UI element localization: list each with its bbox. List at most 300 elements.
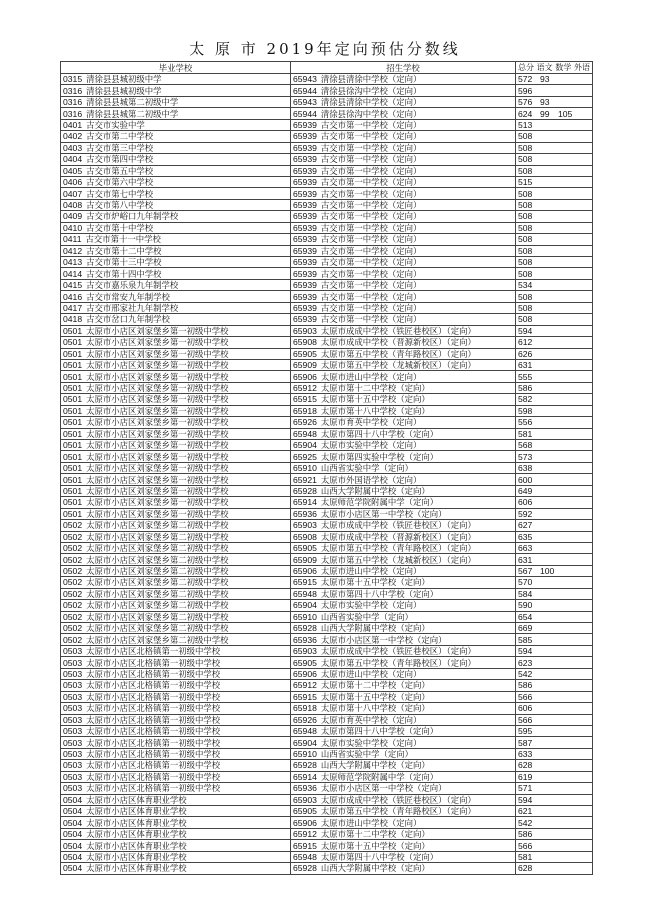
enrollment-school-name: 山西省实验中学（定向） [320, 749, 414, 760]
enrollment-school-cell [291, 428, 516, 439]
graduation-school-cell [61, 485, 291, 496]
enrollment-school-name: 太原市第十五中学校（定向） [320, 840, 430, 851]
enrollment-school-code: 65915 [293, 394, 317, 405]
scores-cell [516, 314, 593, 325]
graduation-school-name: 太原市小店区刘家堡乡第二初级中学校 [86, 588, 229, 599]
graduation-school-name: 太原市小店区北格镇第一初级中学校 [86, 760, 221, 771]
graduation-school-cell [61, 794, 291, 805]
scores-cell [516, 462, 593, 473]
graduation-school-name: 清徐县县城第二初级中学 [86, 97, 179, 108]
scores-cell [516, 542, 593, 553]
graduation-school-code: 0316 [63, 85, 83, 96]
score-table [60, 61, 593, 875]
enrollment-school-code: 65928 [293, 485, 317, 496]
graduation-school-cell [61, 554, 291, 565]
graduation-school-name: 太原市小店区刘家堡乡第二初级中学校 [86, 554, 229, 565]
enrollment-school-code: 65906 [293, 668, 317, 679]
table-row [61, 668, 593, 679]
enrollment-school-name: 太原市第十八中学校（定向） [320, 405, 430, 416]
enrollment-school-cell [291, 154, 516, 165]
total-score: 567 [518, 566, 533, 577]
table-row [61, 142, 593, 153]
table-row [61, 794, 593, 805]
total-score: 508 [518, 291, 533, 302]
chinese-score: 93 [540, 74, 550, 85]
graduation-school-code: 0502 [63, 588, 83, 599]
table-row [61, 428, 593, 439]
graduation-school-cell [61, 291, 291, 302]
total-score: 585 [518, 634, 533, 645]
enrollment-school-code: 65928 [293, 760, 317, 771]
table-row [61, 405, 593, 416]
enrollment-school-cell [291, 817, 516, 828]
total-score: 581 [518, 428, 533, 439]
table-row [61, 783, 593, 794]
total-score: 508 [518, 257, 533, 268]
scores-cell [516, 337, 593, 348]
table-row [61, 531, 593, 542]
scores-cell [516, 74, 593, 85]
enrollment-school-code: 65939 [293, 245, 317, 256]
total-score: 633 [518, 749, 533, 760]
scores-cell [516, 600, 593, 611]
enrollment-school-code: 65936 [293, 508, 317, 519]
graduation-school-cell [61, 142, 291, 153]
enrollment-school-name: 古交市第一中学校（定向） [320, 119, 422, 130]
total-score: 623 [518, 657, 533, 668]
enrollment-school-name: 太原师范学院附属中学（定向） [320, 771, 439, 782]
graduation-school-name: 太原市小店区刘家堡乡第一初级中学校 [86, 325, 229, 336]
enrollment-school-cell [291, 119, 516, 130]
enrollment-school-name: 清徐县清徐中学校（定向） [320, 74, 422, 85]
enrollment-school-cell [291, 737, 516, 748]
enrollment-school-code: 65909 [293, 554, 317, 565]
graduation-school-code: 0501 [63, 337, 83, 348]
total-score: 628 [518, 863, 533, 874]
graduation-school-cell [61, 851, 291, 862]
table-row [61, 85, 593, 96]
enrollment-school-code: 65939 [293, 154, 317, 165]
graduation-school-cell [61, 108, 291, 119]
enrollment-school-name: 太原市第十五中学校（定向） [320, 394, 430, 405]
graduation-school-code: 0502 [63, 531, 83, 542]
enrollment-school-cell [291, 291, 516, 302]
enrollment-school-cell [291, 474, 516, 485]
total-score: 508 [518, 131, 533, 142]
graduation-school-name: 太原市小店区北格镇第一初级中学校 [86, 680, 221, 691]
enrollment-school-cell [291, 96, 516, 107]
graduation-school-code: 0410 [63, 222, 83, 233]
enrollment-school-cell [291, 840, 516, 851]
graduation-school-code: 0502 [63, 566, 83, 577]
graduation-school-name: 清徐县县城第二初级中学 [86, 108, 179, 119]
scores-cell [516, 85, 593, 96]
scores-cell [516, 382, 593, 393]
enrollment-school-cell [291, 142, 516, 153]
enrollment-school-name: 太原市第五中学校（龙城新校区）（定向） [320, 360, 476, 371]
enrollment-school-code: 65915 [293, 577, 317, 588]
enrollment-school-code: 65939 [293, 291, 317, 302]
table-row [61, 497, 593, 508]
graduation-school-name: 太原市小店区北格镇第一初级中学校 [86, 726, 221, 737]
scores-cell [516, 291, 593, 302]
graduation-school-cell [61, 623, 291, 634]
total-score: 606 [518, 497, 533, 508]
graduation-school-name: 太原市小店区刘家堡乡第二初级中学校 [86, 566, 229, 577]
graduation-school-name: 太原市小店区刘家堡乡第二初级中学校 [86, 577, 229, 588]
enrollment-school-name: 太原市第四实验中学校（定向） [320, 451, 439, 462]
enrollment-school-cell [291, 760, 516, 771]
enrollment-school-code: 65939 [293, 131, 317, 142]
graduation-school-cell [61, 588, 291, 599]
enrollment-school-code: 65909 [293, 360, 317, 371]
chinese-score: 99 [540, 108, 550, 119]
enrollment-school-cell [291, 520, 516, 531]
table-row [61, 485, 593, 496]
header-graduation-school: 毕业学校 [61, 62, 291, 74]
graduation-school-code: 0501 [63, 383, 83, 394]
enrollment-school-code: 65903 [293, 646, 317, 657]
graduation-school-code: 0501 [63, 360, 83, 371]
graduation-school-code: 0504 [63, 829, 83, 840]
graduation-school-code: 0502 [63, 634, 83, 645]
graduation-school-cell [61, 359, 291, 370]
total-score: 586 [518, 383, 533, 394]
enrollment-school-code: 65905 [293, 806, 317, 817]
graduation-school-name: 古交市第六中学校 [86, 177, 154, 188]
chinese-score: 93 [540, 97, 550, 108]
scores-cell [516, 257, 593, 268]
graduation-school-name: 古交市嘉乐泉九年制学校 [86, 280, 179, 291]
graduation-school-code: 0504 [63, 817, 83, 828]
graduation-school-cell [61, 680, 291, 691]
graduation-school-code: 0503 [63, 657, 83, 668]
enrollment-school-name: 太原市育英中学校（定向） [320, 417, 422, 428]
enrollment-school-name: 清徐县徐沟中学校（定向） [320, 85, 422, 96]
table-row [61, 725, 593, 736]
graduation-school-name: 古交市炉峪口九年制学校 [86, 211, 179, 222]
enrollment-school-code: 65904 [293, 737, 317, 748]
table-row [61, 451, 593, 462]
graduation-school-code: 0412 [63, 245, 83, 256]
graduation-school-cell [61, 725, 291, 736]
enrollment-school-cell [291, 245, 516, 256]
graduation-school-code: 0503 [63, 691, 83, 702]
graduation-school-code: 0408 [63, 200, 83, 211]
graduation-school-name: 清徐县县城初级中学 [86, 74, 162, 85]
scores-cell [516, 863, 593, 874]
enrollment-school-cell [291, 703, 516, 714]
enrollment-school-cell [291, 783, 516, 794]
enrollment-school-code: 65944 [293, 108, 317, 119]
graduation-school-name: 古交市岔口九年制学校 [86, 314, 170, 325]
enrollment-school-cell [291, 645, 516, 656]
enrollment-school-cell [291, 508, 516, 519]
enrollment-school-cell [291, 405, 516, 416]
table-row [61, 623, 593, 634]
graduation-school-code: 0501 [63, 417, 83, 428]
table-row [61, 119, 593, 130]
enrollment-school-cell [291, 85, 516, 96]
graduation-school-code: 0504 [63, 840, 83, 851]
enrollment-school-name: 太原市实验中学校（定向） [320, 737, 422, 748]
enrollment-school-cell [291, 440, 516, 451]
total-score: 508 [518, 268, 533, 279]
scores-cell [516, 783, 593, 794]
total-score: 598 [518, 405, 533, 416]
scores-cell [516, 405, 593, 416]
enrollment-school-code: 65948 [293, 851, 317, 862]
enrollment-school-name: 山西大学附属中学校（定向） [320, 863, 430, 874]
enrollment-school-code: 65939 [293, 211, 317, 222]
table-row [61, 600, 593, 611]
graduation-school-cell [61, 440, 291, 451]
enrollment-school-cell [291, 348, 516, 359]
total-score: 508 [518, 211, 533, 222]
enrollment-school-name: 古交市第一中学校（定向） [320, 142, 422, 153]
enrollment-school-name: 太原市第十八中学校（定向） [320, 703, 430, 714]
table-row [61, 199, 593, 210]
graduation-school-code: 0403 [63, 142, 83, 153]
enrollment-school-cell [291, 554, 516, 565]
graduation-school-cell [61, 634, 291, 645]
enrollment-school-name: 太原市第五中学校（青年路校区）（定向） [320, 348, 476, 359]
graduation-school-cell [61, 497, 291, 508]
enrollment-school-cell [291, 314, 516, 325]
scores-cell [516, 188, 593, 199]
enrollment-school-cell [291, 565, 516, 576]
table-row [61, 714, 593, 725]
graduation-school-cell [61, 760, 291, 771]
header-foreign-language: 外语 [574, 63, 591, 72]
scores-cell [516, 691, 593, 702]
enrollment-school-code: 65915 [293, 691, 317, 702]
graduation-school-cell [61, 840, 291, 851]
enrollment-school-name: 古交市第一中学校（定向） [320, 268, 422, 279]
graduation-school-code: 0501 [63, 463, 83, 474]
graduation-school-cell [61, 234, 291, 245]
enrollment-school-name: 太原市进山中学校（定向） [320, 566, 422, 577]
enrollment-school-code: 65905 [293, 348, 317, 359]
graduation-school-cell [61, 279, 291, 290]
graduation-school-cell [61, 222, 291, 233]
graduation-school-name: 太原市小店区刘家堡乡第二初级中学校 [86, 543, 229, 554]
scores-cell [516, 577, 593, 588]
enrollment-school-name: 古交市第一中学校（定向） [320, 314, 422, 325]
total-score: 508 [518, 314, 533, 325]
graduation-school-code: 0501 [63, 497, 83, 508]
total-score: 508 [518, 302, 533, 313]
graduation-school-code: 0418 [63, 314, 83, 325]
enrollment-school-cell [291, 634, 516, 645]
total-score: 594 [518, 325, 533, 336]
scores-cell [516, 268, 593, 279]
enrollment-school-name: 太原市第五中学校（青年路校区）（定向） [320, 543, 476, 554]
total-score: 508 [518, 165, 533, 176]
total-score: 508 [518, 154, 533, 165]
total-score: 573 [518, 451, 533, 462]
graduation-school-cell [61, 371, 291, 382]
total-score: 590 [518, 600, 533, 611]
enrollment-school-code: 65905 [293, 543, 317, 554]
graduation-school-code: 0501 [63, 474, 83, 485]
scores-cell [516, 737, 593, 748]
scores-cell [516, 828, 593, 839]
enrollment-school-cell [291, 257, 516, 268]
graduation-school-name: 古交市第二中学校 [86, 131, 154, 142]
table-row [61, 108, 593, 119]
scores-cell [516, 211, 593, 222]
graduation-school-cell [61, 828, 291, 839]
total-score: 628 [518, 760, 533, 771]
graduation-school-code: 0413 [63, 257, 83, 268]
scores-cell [516, 371, 593, 382]
graduation-school-cell [61, 154, 291, 165]
graduation-school-name: 太原市小店区体育职业学校 [86, 794, 187, 805]
graduation-school-cell [61, 703, 291, 714]
table-row [61, 737, 593, 748]
enrollment-school-cell [291, 851, 516, 862]
graduation-school-name: 太原市小店区刘家堡乡第一初级中学校 [86, 405, 229, 416]
graduation-school-code: 0501 [63, 451, 83, 462]
graduation-school-code: 0503 [63, 646, 83, 657]
table-row [61, 154, 593, 165]
graduation-school-code: 0415 [63, 280, 83, 291]
enrollment-school-name: 太原市第五中学校（青年路校区）（定向） [320, 806, 476, 817]
table-row [61, 337, 593, 348]
total-score: 586 [518, 829, 533, 840]
scores-cell [516, 725, 593, 736]
graduation-school-cell [61, 542, 291, 553]
graduation-school-code: 0503 [63, 760, 83, 771]
enrollment-school-code: 65939 [293, 188, 317, 199]
graduation-school-cell [61, 417, 291, 428]
enrollment-school-code: 65915 [293, 840, 317, 851]
graduation-school-name: 古交市实验中学 [86, 119, 145, 130]
total-score: 594 [518, 794, 533, 805]
enrollment-school-cell [291, 188, 516, 199]
graduation-school-name: 古交市邢家社九年制学校 [86, 302, 179, 313]
enrollment-school-cell [291, 623, 516, 634]
table-row [61, 680, 593, 691]
scores-cell [516, 497, 593, 508]
total-score: 572 [518, 74, 533, 85]
graduation-school-code: 0504 [63, 806, 83, 817]
graduation-school-cell [61, 74, 291, 85]
table-row [61, 291, 593, 302]
scores-cell [516, 645, 593, 656]
total-score: 592 [518, 508, 533, 519]
table-row [61, 417, 593, 428]
scores-cell [516, 623, 593, 634]
enrollment-school-code: 65906 [293, 566, 317, 577]
graduation-school-name: 太原市小店区体育职业学校 [86, 863, 187, 874]
graduation-school-name: 太原市小店区北格镇第一初级中学校 [86, 714, 221, 725]
graduation-school-name: 太原市小店区刘家堡乡第一初级中学校 [86, 394, 229, 405]
scores-cell [516, 119, 593, 130]
graduation-school-code: 0504 [63, 863, 83, 874]
total-score: 600 [518, 474, 533, 485]
graduation-school-name: 太原市小店区刘家堡乡第二初级中学校 [86, 600, 229, 611]
table-row [61, 474, 593, 485]
graduation-school-cell [61, 806, 291, 817]
table-row [61, 462, 593, 473]
graduation-school-name: 太原市小店区北格镇第一初级中学校 [86, 657, 221, 668]
graduation-school-name: 太原市小店区刘家堡乡第一初级中学校 [86, 497, 229, 508]
graduation-school-name: 古交市第十一中学校 [85, 234, 161, 245]
graduation-school-code: 0501 [63, 440, 83, 451]
page-title: 太 原 市 2019年定向预估分数线 [189, 40, 461, 58]
table-row [61, 748, 593, 759]
enrollment-school-name: 山西大学附属中学校（定向） [320, 623, 430, 634]
graduation-school-code: 0503 [63, 726, 83, 737]
total-score: 508 [518, 222, 533, 233]
scores-cell [516, 748, 593, 759]
enrollment-school-name: 山西省实验中学（定向） [320, 611, 414, 622]
enrollment-school-name: 古交市第一中学校（定向） [320, 177, 422, 188]
enrollment-school-cell [291, 359, 516, 370]
table-row [61, 771, 593, 782]
graduation-school-name: 太原市小店区刘家堡乡第二初级中学校 [86, 520, 229, 531]
enrollment-school-name: 清徐县清徐中学校（定向） [320, 97, 422, 108]
enrollment-school-name: 太原市进山中学校（定向） [320, 371, 422, 382]
graduation-school-code: 0503 [63, 783, 83, 794]
graduation-school-cell [61, 474, 291, 485]
graduation-school-code: 0315 [63, 74, 83, 85]
table-row [61, 565, 593, 576]
enrollment-school-code: 65905 [293, 657, 317, 668]
enrollment-school-name: 太原市第十二中学校（定向） [320, 829, 430, 840]
enrollment-school-code: 65912 [293, 383, 317, 394]
scores-cell [516, 234, 593, 245]
enrollment-school-cell [291, 863, 516, 874]
scores-cell [516, 359, 593, 370]
enrollment-school-cell [291, 611, 516, 622]
graduation-school-name: 太原市小店区刘家堡乡第一初级中学校 [86, 508, 229, 519]
math-score: 105 [558, 108, 573, 119]
enrollment-school-code: 65903 [293, 325, 317, 336]
enrollment-school-cell [291, 748, 516, 759]
graduation-school-name: 太原市小店区刘家堡乡第二初级中学校 [86, 611, 229, 622]
enrollment-school-cell [291, 771, 516, 782]
enrollment-school-cell [291, 588, 516, 599]
graduation-school-name: 古交市第十二中学校 [86, 245, 162, 256]
enrollment-school-name: 古交市第一中学校（定向） [320, 188, 422, 199]
graduation-school-code: 0503 [63, 771, 83, 782]
graduation-school-cell [61, 199, 291, 210]
enrollment-school-cell [291, 542, 516, 553]
table-row [61, 394, 593, 405]
graduation-school-name: 太原市小店区刘家堡乡第一初级中学校 [86, 360, 229, 371]
graduation-school-name: 太原市小店区北格镇第一初级中学校 [86, 737, 221, 748]
table-row [61, 279, 593, 290]
enrollment-school-code: 65944 [293, 85, 317, 96]
scores-cell [516, 771, 593, 782]
graduation-school-code: 0502 [63, 577, 83, 588]
table-row [61, 268, 593, 279]
graduation-school-code: 0503 [63, 737, 83, 748]
enrollment-school-cell [291, 668, 516, 679]
graduation-school-code: 0404 [63, 154, 83, 165]
enrollment-school-cell [291, 325, 516, 336]
table-row [61, 96, 593, 107]
scores-cell [516, 554, 593, 565]
graduation-school-code: 0502 [63, 554, 83, 565]
enrollment-school-code: 65910 [293, 463, 317, 474]
table-row [61, 828, 593, 839]
scores-cell [516, 680, 593, 691]
table-row [61, 657, 593, 668]
